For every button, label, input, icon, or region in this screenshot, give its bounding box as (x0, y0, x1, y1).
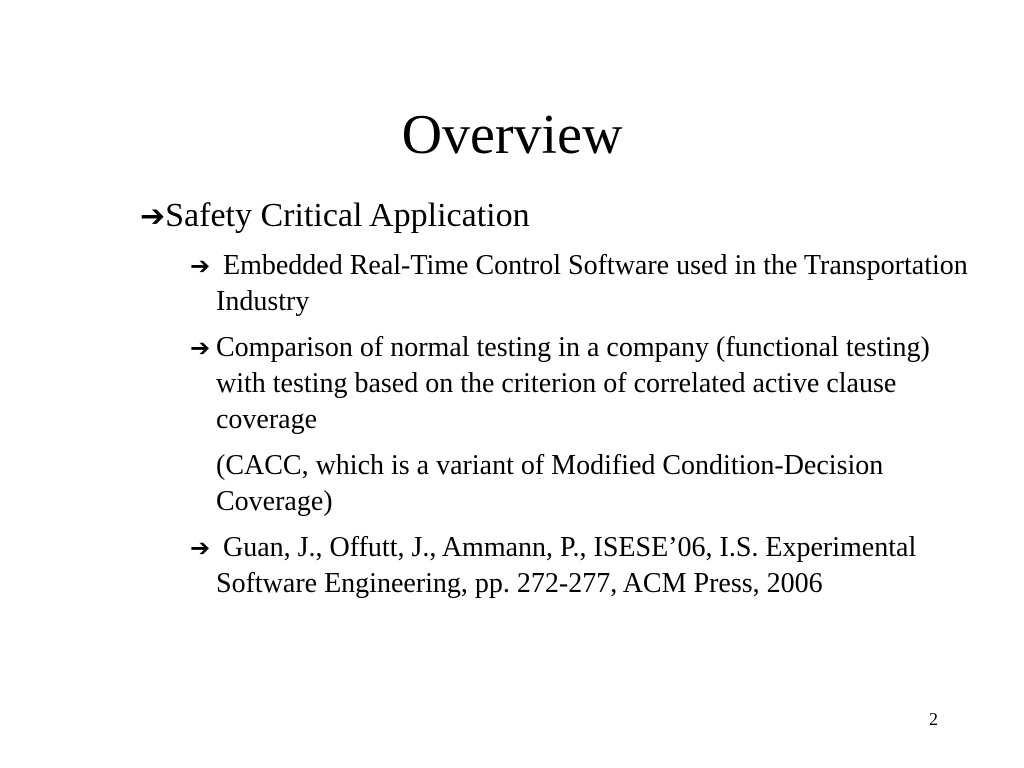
slide-title: Overview (401, 104, 623, 166)
sub-note-text: (CACC, which is a variant of Modified Condition-Decision Coverage) (216, 450, 884, 517)
sub-bullet-text: Embedded Real-Time Control Software used in the Transportation Industry (216, 250, 968, 317)
arrow-right-icon: ➔ (190, 252, 211, 280)
sub-bullet-cacc-note (190, 448, 970, 520)
sub-bullet-reference (190, 530, 970, 602)
sub-bullet-list (190, 248, 970, 612)
arrow-right-icon: ➔ (190, 334, 211, 362)
sub-bullet-text: Comparison of normal testing in a company (functional testing) with testing based on the criterion of correlated active clause coverage (216, 332, 930, 435)
arrow-right-icon: ➔ (190, 534, 211, 562)
sub-bullet-comparison (190, 330, 970, 438)
sub-bullet-text: Guan, J., Offutt, J., Ammann, P., ISESE’06, I.S. Experimental Software Engineering, pp. 272-277, ACM Press, 2006 (216, 532, 917, 599)
arrow-right-icon: ➔ (140, 199, 166, 234)
sub-bullet-embedded (190, 248, 970, 320)
page-number: 2 (929, 709, 938, 729)
main-bullet-text: Safety Critical Application (165, 197, 530, 234)
main-bullet (140, 196, 530, 237)
